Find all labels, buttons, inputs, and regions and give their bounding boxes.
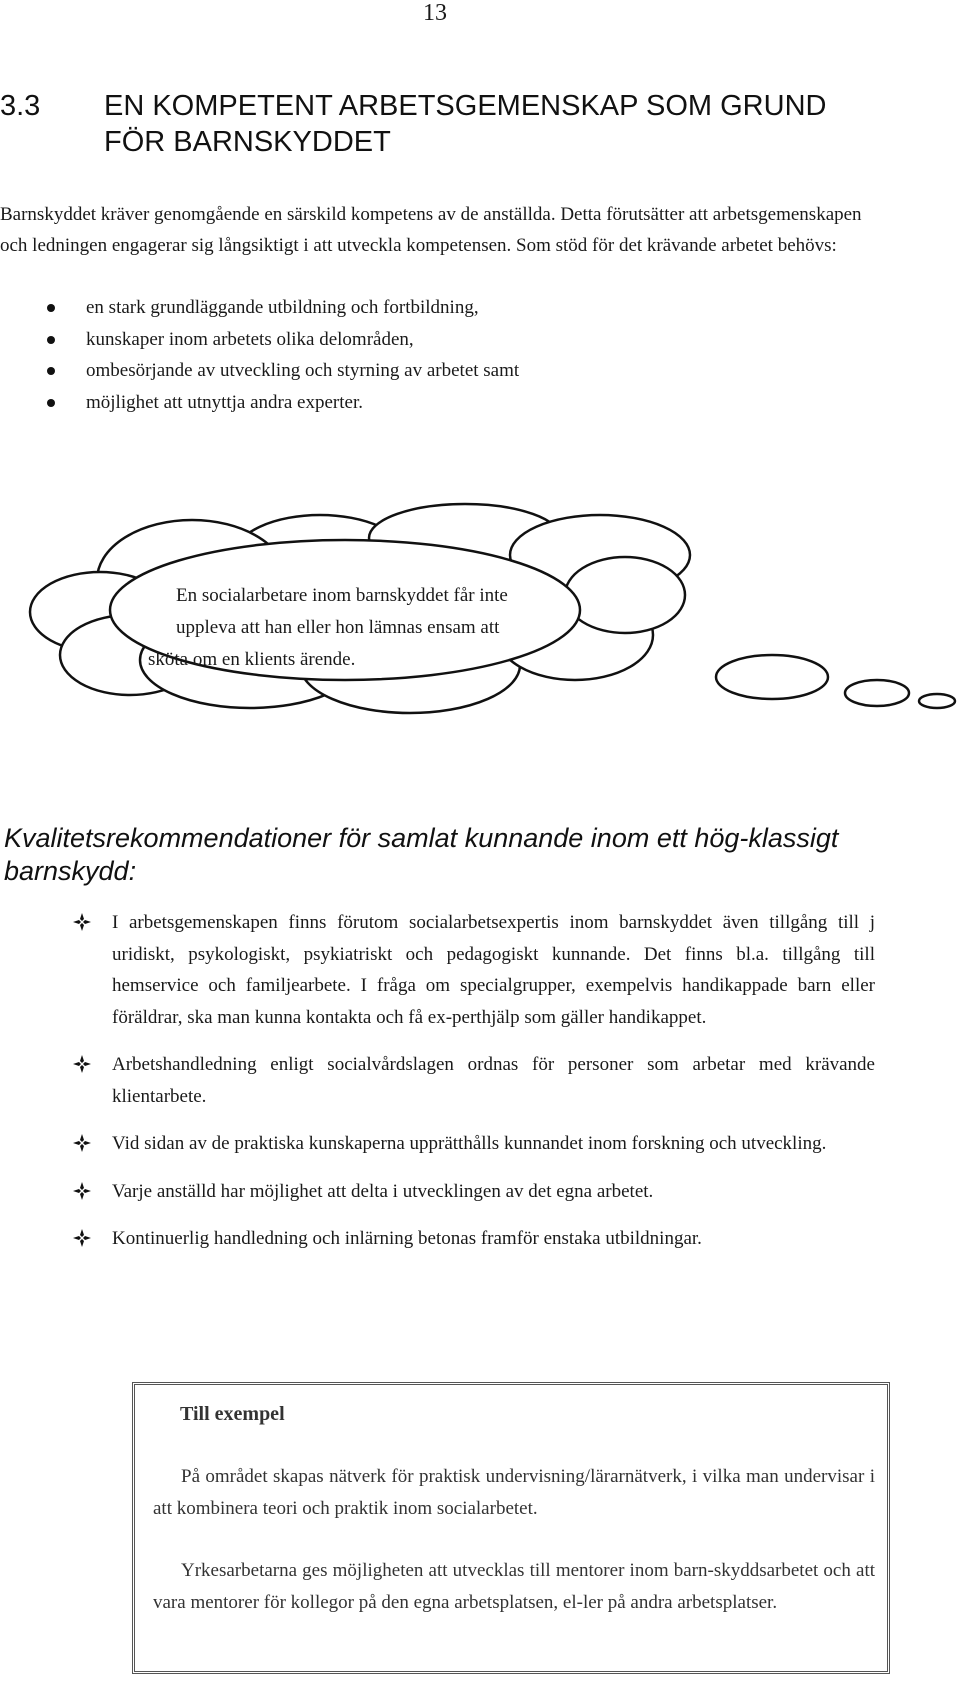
list-item-text: ombesörjande av utveckling och styrning av arbetet samt: [86, 360, 520, 381]
recommendations-heading: Kvalitetsrekommendationer för samlat kunnande inom ett hög-klassigt barnskydd:: [4, 823, 839, 886]
cloud-text-line: uppleva att han eller hon lämnas ensam att: [176, 617, 500, 638]
section-number: 3.3: [0, 90, 41, 122]
example-box: [132, 1382, 890, 1674]
list-item: [0, 1223, 875, 1255]
list-item: [0, 387, 519, 419]
list-item: [0, 907, 875, 1033]
intro-bullet-list: [0, 292, 519, 418]
cloud-text-line: sköta om en klients ärende.: [148, 649, 356, 670]
list-item: [0, 1128, 875, 1160]
list-item-text: kunskaper inom arbetets olika delområden,: [86, 328, 414, 350]
diamond-bullet-icon: [72, 1228, 92, 1248]
list-item-text: I arbetsgemenskapen finns förutom socialarbetsexpertis inom barnskyddet även tillgång till j uridiskt, psykologiskt, psykiatriskt och pedagogiskt kunnande. Det finns bl.a. tillgång till hemservice och familjearbete. I fråga om specialgrupper, exempelvis handikappade barn eller föräldrar, ska man kunna kontakta och få ex-perthjälp som gäller handikappet.: [112, 912, 875, 1028]
bullet-icon: [47, 304, 55, 312]
example-title: Till exempel: [180, 1403, 285, 1425]
list-item: [0, 355, 519, 387]
diamond-bullet-icon: [72, 1133, 92, 1153]
cloud-text-line: En socialarbetare inom barnskyddet får inte: [176, 585, 508, 606]
list-item-text: en stark grundläggande utbildning och fortbildning,: [86, 297, 479, 318]
diamond-bullet-icon: [72, 912, 92, 932]
diamond-bullet-icon: [72, 1054, 92, 1074]
bullet-icon: [47, 367, 55, 375]
bullet-icon: [47, 399, 55, 407]
list-item: [0, 324, 519, 356]
page-number: 13: [423, 0, 447, 26]
example-paragraph: Yrkesarbetarna ges möjligheten att utvecklas till mentorer inom barn-skyddsarbetet och att vara mentorer för kollegor på den egna arbetsplatsen, el-ler på andra arbetsplatser.: [153, 1560, 875, 1613]
list-item-text: Kontinuerlig handledning och inlärning betonas framför enstaka utbildningar.: [112, 1228, 702, 1249]
list-item: [0, 1049, 875, 1112]
list-item-text: Varje anställd har möjlighet att delta i utvecklingen av det egna arbetet.: [112, 1180, 654, 1202]
list-item: [0, 1176, 875, 1208]
example-paragraph: På området skapas nätverk för praktisk undervisning/lärarnätverk, i vilka man undervisar i att kombinera teori och praktik inom socialarbetet.: [153, 1466, 875, 1519]
list-item: [0, 292, 519, 324]
recommendations-list: [0, 907, 875, 1271]
list-item-text: Arbetshandledning enligt socialvårdslagen ordnas för personer som arbetar med krävande klientarbete.: [112, 1054, 875, 1107]
section-title: EN KOMPETENT ARBETSGEMENSKAP SOM GRUND FÖR BARNSKYDDET: [104, 90, 827, 158]
thought-cloud: [0, 495, 960, 735]
bullet-icon: [47, 336, 55, 344]
intro-paragraph: Barnskyddet kräver genomgående en särskild kompetens av de anställda. Detta förutsätter att arbetsgemenskapen och ledningen engagerar sig långsiktigt i att utveckla kompetensen. Som stöd för det krävande arbetet behövs:: [0, 204, 862, 256]
list-item-text: Vid sidan av de praktiska kunskaperna upprätthålls kunnandet inom forskning och utveckling.: [112, 1133, 827, 1154]
list-item-text: möjlighet att utnyttja andra experter.: [86, 391, 363, 413]
diamond-bullet-icon: [72, 1181, 92, 1201]
